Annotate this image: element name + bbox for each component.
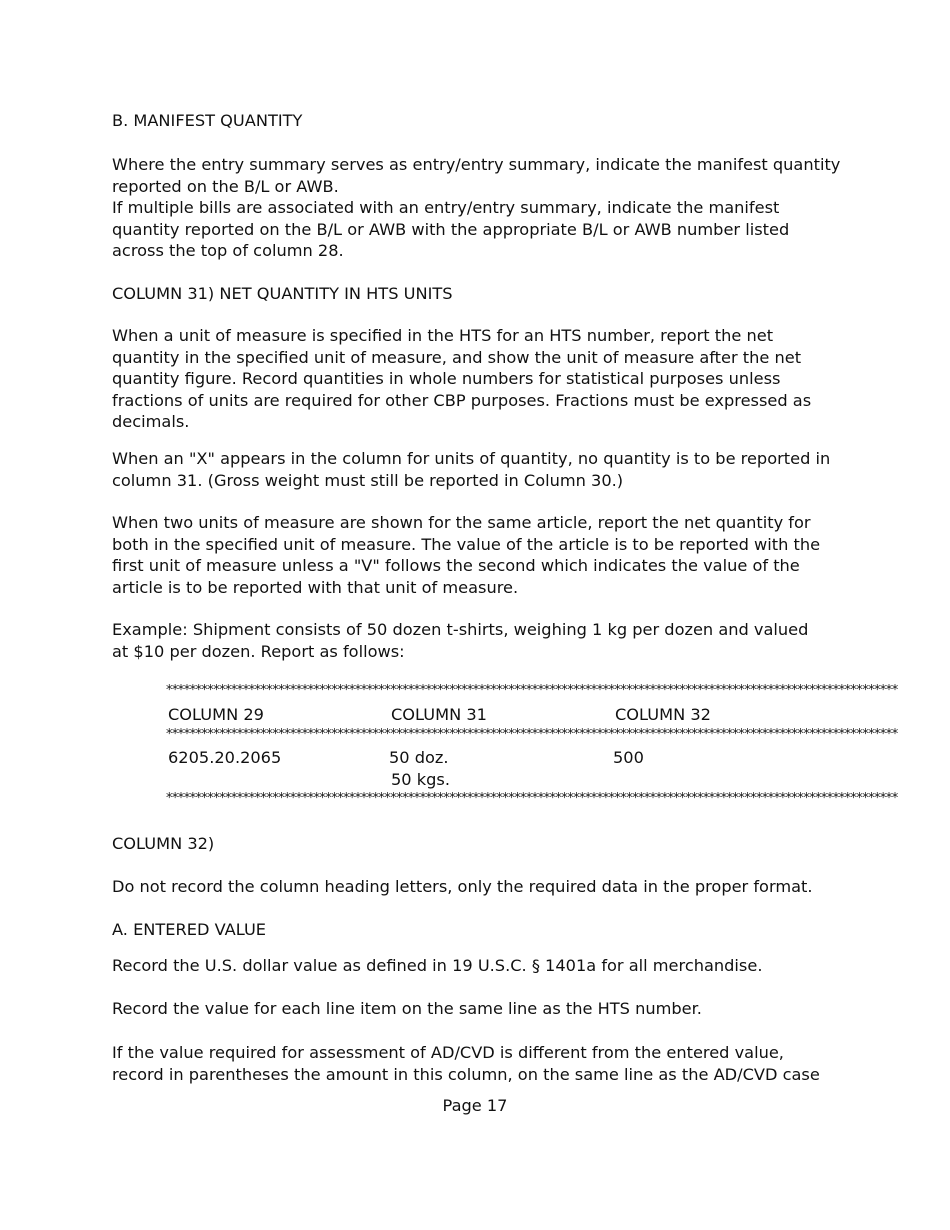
column-31-paragraph-3: When two units of measure are shown for the same article, report the net quantity for both in the specified unit of measure. The value of the article is to be reported with the first unit of measure unless a "V" follows the second which indicates the value of the article is to be reported with that unit of measure.	[112, 513, 821, 597]
table-header-column-31: COLUMN 31	[391, 705, 487, 724]
example-paragraph: Example: Shipment consists of 50 dozen t-shirts, weighing 1 kg per dozen and valued at $10 per dozen. Report as follows:	[112, 620, 809, 661]
table-separator-middle: ****************************************************************************************************************************	[166, 727, 898, 742]
table-header-column-29: COLUMN 29	[168, 705, 264, 724]
column-32-paragraph: Do not record the column heading letters, only the required data in the proper format.	[112, 877, 813, 896]
column-32-heading: COLUMN 32)	[112, 834, 215, 853]
column-31-paragraph-1: When a unit of measure is specified in the HTS for an HTS number, report the net quantity in the specified unit of measure, and show the unit of measure after the net quantity figure. Record quantities in whole numbers for statistical purposes unless fractions of units are required for other CBP purposes. Fractions must be expressed as decimals.	[112, 326, 812, 432]
column-31-paragraph-2: When an "X" appears in the column for units of quantity, no quantity is to be reported in column 31. (Gross weight must still be reported in Column 30.)	[112, 449, 831, 490]
table-cell-value: 500	[613, 748, 644, 767]
table-cell-quantity-doz: 50 doz.	[389, 748, 449, 767]
table-separator-top: ****************************************************************************************************************************	[166, 683, 898, 698]
table-cell-quantity-kgs: 50 kgs.	[391, 770, 450, 789]
entered-value-paragraph-1: Record the U.S. dollar value as defined in 19 U.S.C. § 1401a for all merchandise.	[112, 956, 763, 975]
page-number: Page 17	[442, 1096, 508, 1115]
entered-value-paragraph-3: If the value required for assessment of AD/CVD is different from the entered value, record in parentheses the amount in this column, on the same line as the AD/CVD case	[112, 1043, 820, 1084]
entered-value-heading: A. ENTERED VALUE	[112, 920, 267, 939]
column-31-heading: COLUMN 31) NET QUANTITY IN HTS UNITS	[112, 284, 453, 303]
table-header-column-32: COLUMN 32	[615, 705, 711, 724]
manifest-quantity-paragraph: Where the entry summary serves as entry/entry summary, indicate the manifest quantity reported on the B/L or AWB. If multiple bills are associated with an entry/entry summary, indicate the manifest quantity reported on the B/L or AWB with the appropriate B/L or AWB number listed across the top of column 28.	[112, 155, 841, 261]
table-cell-hts-number: 6205.20.2065	[168, 748, 282, 767]
entered-value-paragraph-2: Record the value for each line item on the same line as the HTS number.	[112, 999, 702, 1018]
manifest-quantity-heading: B. MANIFEST QUANTITY	[112, 111, 303, 130]
table-separator-bottom: ****************************************************************************************************************************	[166, 791, 898, 806]
